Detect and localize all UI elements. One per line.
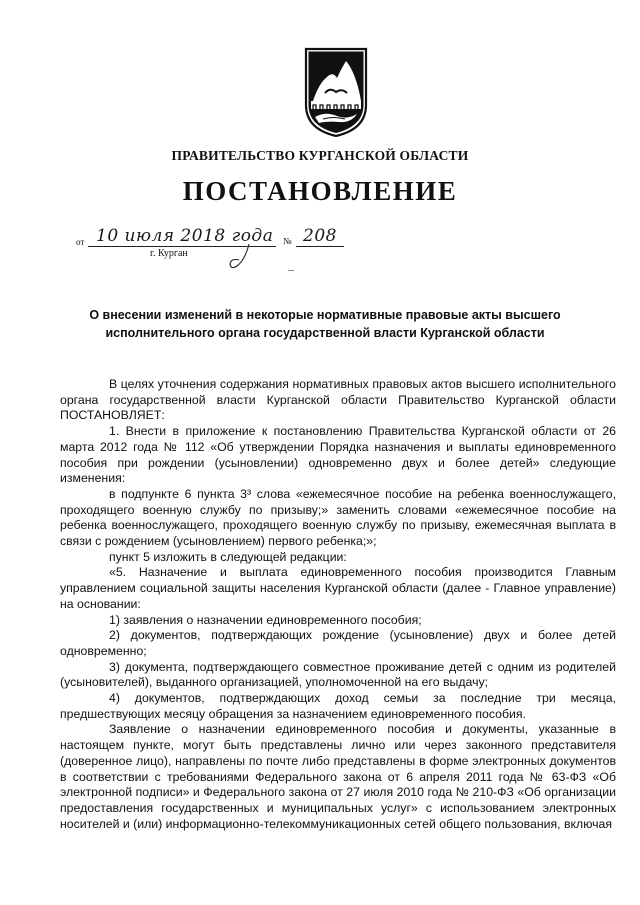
body-paragraph: 2) документов, подтверждающих рождение (усыновление) двух и более детей одновременно; (60, 628, 616, 658)
document-subject: О внесении изменений в некоторые нормативные правовые акты высшего исполнительного органа государственной власти Курганской области (89, 308, 561, 340)
body-paragraph: 4) документов, подтверждающих доход семьи за последние три месяца, предшествующих месяцу обращения за назначением единовременного пособия. (60, 691, 616, 721)
kurgan-coat-of-arms-emblem (303, 47, 369, 137)
body-paragraph: 3) документа, подтверждающего совместное проживание детей с одним из родителей (усыновителей), выданного организацией, уполномоченной на его выдачу; (60, 659, 616, 690)
body-paragraph: «5. Назначение и выплата единовременного пособия производится Главным управлением социальной защиты населения Курганской области (далее - Главное управление) на основании: (60, 565, 616, 611)
government-title: ПРАВИТЕЛЬСТВО КУРГАНСКОЙ ОБЛАСТИ (171, 148, 469, 163)
city-label: г. Курган (150, 248, 188, 259)
number-label: № (283, 236, 292, 246)
scan-mark (288, 270, 294, 271)
body-paragraph: Заявление о назначении единовременного пособия и документы, указанные в настоящем пункте, могут быть представлены лично или через законного представителя (доверенное лицо), направлены по почте либо представлены в форме электронных документов в соответствии с требованиями Федерального закона от 6 апреля 2011 года № 63-ФЗ «Об электронной подписи» и Федерального закона от 27 июля 2010 года № 210-ФЗ «Об организации предоставления государственных и муниципальных услуг» с использованием электронных носителей и (или) информационно-телекоммуникационных сетей общего пользования, включая (60, 722, 616, 831)
body-paragraph: в подпункте 6 пункта 3³ слова «ежемесячное пособие на ребенка военнослужащего, проходящего военную службу по призыву;» заменить словами «ежемесячное пособие на ребенка военнослужащего, проходящего военную службу по призыву, ежемесячная выплата в связи с рождением (усыновлением) первого ребенка;»; (60, 486, 616, 549)
document-meta (0, 226, 640, 266)
handwritten-flourish (225, 240, 255, 272)
document-body (60, 377, 616, 832)
handwritten-number: 208 (303, 226, 337, 246)
body-paragraph: В целях уточнения содержания нормативных правовых актов высшего исполнительного органа государственной власти Курганской области Правительство Курганской области ПОСТАНОВЛЯЕТ: (60, 377, 616, 423)
body-paragraph: 1. Внести в приложение к постановлению Правительства Курганской области от 26 марта 2012 года № 112 «Об утверждении Порядка назначения и выплаты единовременного пособия при рождении (усыновлении) одновременно двух и более детей» следующие изменения: (60, 424, 616, 486)
date-from-label: от (76, 237, 85, 247)
body-paragraph: пункт 5 изложить в следующей редакции: (109, 549, 347, 564)
document-type-heading: ПОСТАНОВЛЕНИЕ (182, 176, 458, 206)
number-underline (296, 246, 344, 247)
handwritten-date: 10 июля 2018 года (96, 226, 274, 246)
body-paragraph: 1) заявления о назначении единовременного пособия; (109, 612, 422, 627)
